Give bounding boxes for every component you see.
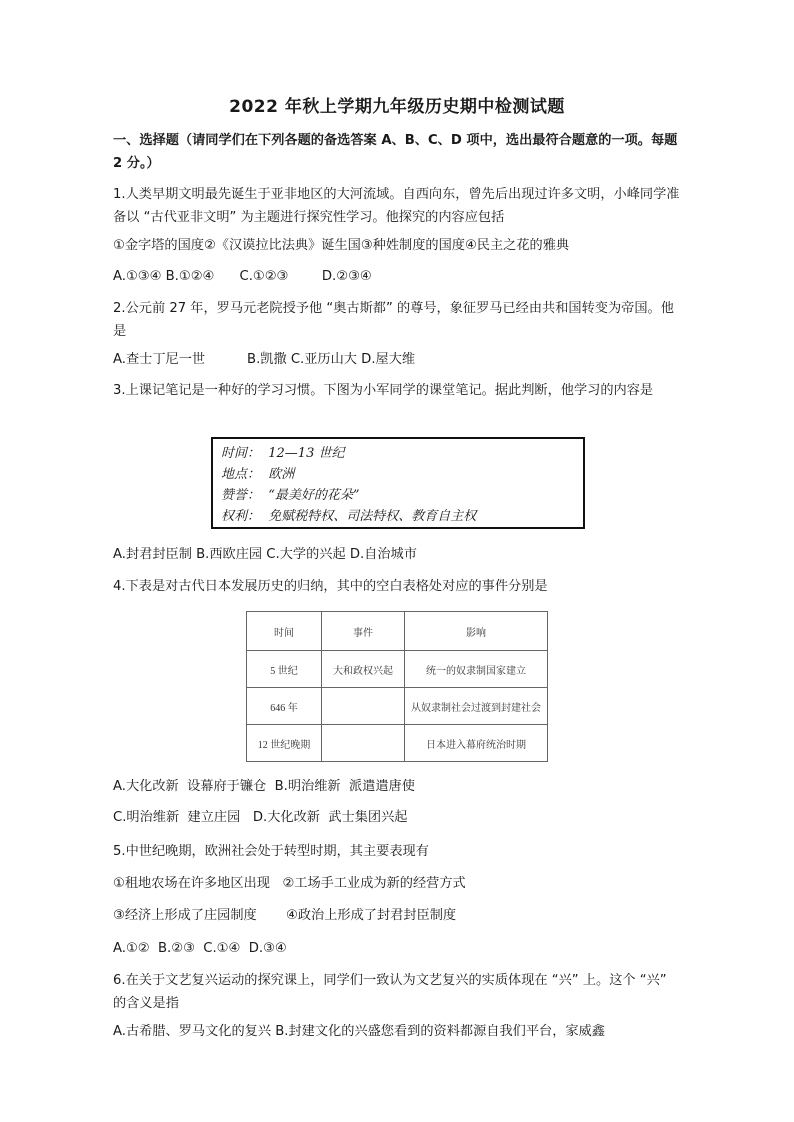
note-line-place: 地点： 欧洲 bbox=[221, 467, 295, 482]
question-5-statements-line-2: ③经济上形成了庄园制度 ④政治上形成了封君封臣制度 bbox=[113, 908, 457, 923]
table-header-row bbox=[247, 612, 548, 651]
note-line-time: 时间： 12—13 世纪 bbox=[221, 446, 345, 461]
table-cell: 646 年 bbox=[247, 688, 322, 725]
exam-title: 2022 年秋上学期九年级历史期中检测试题 bbox=[229, 97, 565, 117]
section-heading: 一、选择题（请同学们在下列各题的备选答案 A、B、C、D 项中，选出最符合题意的一项。每题 2 分。） bbox=[113, 133, 682, 171]
table-cell: 日本进入幕府统治时期 bbox=[405, 725, 548, 762]
table-cell: 5 世纪 bbox=[247, 651, 322, 688]
question-5-statements-line-1: ①租地农场在许多地区出现 ②工场手工业成为新的经营方式 bbox=[113, 876, 466, 891]
class-note-figure bbox=[211, 437, 585, 529]
question-2-stem: 2.公元前 27 年，罗马元老院授予他 “奥古斯都” 的尊号，象征罗马已经由共和国转变为帝国。他是 bbox=[113, 301, 674, 339]
question-5-options: A.①② B.②③ C.①④ D.③④ bbox=[113, 941, 287, 956]
table-row bbox=[247, 725, 548, 762]
question-1-stem: 1.人类早期文明最先诞生于亚非地区的大河流域。自西向东，曾先后出现过许多文明，小峰同学准备以 “古代亚非文明” 为主题进行探究性学习。他探究的内容应包括 bbox=[113, 187, 680, 225]
table-row bbox=[247, 688, 548, 725]
question-3-options: A.封君封臣制 B.西欧庄园 C.大学的兴起 D.自治城市 bbox=[113, 547, 417, 562]
question-2-options: A.查士丁尼一世 B.凯撒 C.亚历山大 D.屋大维 bbox=[113, 352, 416, 367]
table-row bbox=[247, 651, 548, 688]
question-6-options: A.古希腊、罗马文化的复兴 B.封建文化的兴盛您看到的资料都源自我们平台，家威鑫 bbox=[113, 1024, 605, 1039]
note-line-praise: 赞誉： “最美好的花朵” bbox=[221, 488, 360, 503]
table-header-event: 事件 bbox=[322, 612, 405, 651]
question-4-options-line-1: A.大化改新 设幕府于镰仓 B.明治维新 派遣遣唐使 bbox=[113, 779, 415, 794]
question-1-options: A.①③④ B.①②④ C.①②③ D.②③④ bbox=[113, 269, 372, 284]
question-6-stem: 6.在关于文艺复兴运动的探究课上，同学们一致认为文艺复兴的实质体现在 “兴” 上。这个 “兴” 的含义是指 bbox=[113, 973, 671, 1011]
question-3-stem: 3.上课记笔记是一种好的学习习惯。下图为小军同学的课堂笔记。据此判断，他学习的内容是 bbox=[113, 383, 654, 398]
note-line-rights: 权利： 免赋税特权、司法特权、教育自主权 bbox=[221, 509, 477, 524]
question-1-statements: ①金字塔的国度②《汉谟拉比法典》诞生国③种姓制度的国度④民主之花的雅典 bbox=[113, 238, 570, 253]
question-4-stem: 4.下表是对古代日本发展历史的归纳，其中的空白表格处对应的事件分别是 bbox=[113, 579, 548, 594]
question-5-stem: 5.中世纪晚期，欧洲社会处于转型时期，其主要表现有 bbox=[113, 844, 429, 859]
table-cell: 从奴隶制社会过渡到封建社会 bbox=[405, 688, 548, 725]
table-cell: 统一的奴隶制国家建立 bbox=[405, 651, 548, 688]
table-cell: 大和政权兴起 bbox=[322, 651, 405, 688]
question-4-options-line-2: C.明治维新 建立庄园 D.大化改新 武士集团兴起 bbox=[113, 810, 408, 825]
japan-history-table bbox=[246, 611, 548, 762]
table-header-impact: 影响 bbox=[405, 612, 548, 651]
table-cell-blank bbox=[322, 688, 405, 725]
table-header-time: 时间 bbox=[247, 612, 322, 651]
table-cell-blank bbox=[322, 725, 405, 762]
table-cell: 12 世纪晚期 bbox=[247, 725, 322, 762]
